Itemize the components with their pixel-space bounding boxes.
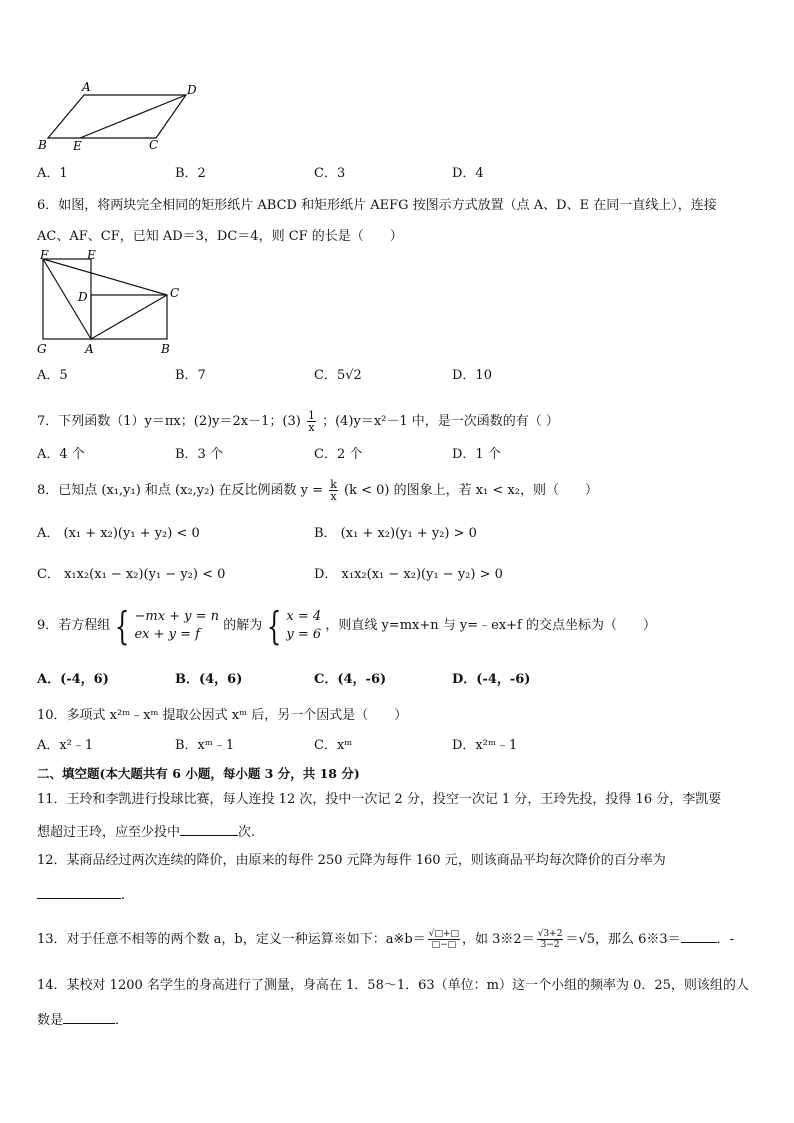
q14-line2-pre: 数是 [37, 1013, 64, 1028]
q11-stem-line2 [37, 822, 255, 841]
q13-stem-post: ＝√5，那么 6※3＝ [565, 932, 681, 947]
q9-option-d[interactable]: D．(-4，-6) [452, 672, 531, 687]
q9-sys1-row1: −mx + y = n [134, 608, 220, 624]
label-F: F [40, 249, 49, 262]
rectangles-figure [34, 249, 184, 357]
q6-option-c[interactable]: C．5√2 [314, 368, 362, 383]
q7-fraction [307, 410, 316, 433]
label-A: A [85, 342, 94, 356]
q7-option-d[interactable]: D．1 个 [452, 447, 501, 462]
q9-sys2-row1: x = 4 [286, 608, 322, 624]
q13-frac2-den: 3−2 [540, 940, 560, 950]
label-A: A [82, 80, 91, 94]
q6-stem-line2: AC、AF、CF，已知 AD＝3，DC＝4，则 CF 的长是（ ） [37, 229, 403, 244]
q10-option-c[interactable]: C．xᵐ [314, 738, 353, 753]
q6-stem-line1: 6．如图，将两块完全相同的矩形纸片 ABCD 和矩形纸片 AEFG 按图示方式放置（点 A、D、E 在同一直线上），连接 [37, 198, 717, 213]
parallelogram-figure [34, 78, 204, 152]
label-D: D [78, 290, 88, 304]
q10-stem: 10．多项式 x²ᵐ﹣xᵐ 提取公因式 xᵐ 后，另一个因式是（ ） [37, 708, 408, 723]
q9-option-b[interactable]: B．(4，6) [175, 672, 243, 687]
q5-option-c[interactable]: C．3 [314, 166, 346, 181]
q8-option-d[interactable]: D． x₁x₂(x₁ − x₂)(y₁ − y₂) > 0 [314, 567, 503, 582]
q8-option-b[interactable]: B． (x₁ + x₂)(y₁ + y₂) > 0 [314, 526, 477, 541]
q13-frac2-num: √3+2 [537, 929, 563, 939]
q10-option-b[interactable]: B．xᵐ﹣1 [175, 738, 235, 753]
q14-stem-line2 [37, 1010, 128, 1029]
q10-option-d[interactable]: D．x²ᵐ﹣1 [452, 738, 518, 753]
q10-option-a[interactable]: A．x²﹣1 [37, 738, 94, 753]
q8-frac-den: x [330, 490, 337, 503]
q7-stem-post: ；(4)y＝x²－1 中，是一次函数的有（ ） [322, 414, 559, 429]
q13-frac1-num: √□+□ [428, 929, 460, 939]
q11-stem-line1: 11．王玲和李凯进行投球比赛，每人连投 12 次，投中一次记 2 分，投空一次记 1 分，王玲先投，投得 16 分，李凯要 [37, 792, 722, 807]
q8-stem-pre: 8．已知点 (x₁,y₁) 和点 (x₂,y₂) 在反比例函数 y = [37, 483, 324, 498]
q8-stem-post: (k < 0) 的图象上，若 x₁ < x₂，则（ ） [344, 483, 598, 498]
q7-option-b[interactable]: B．3 个 [175, 447, 223, 462]
q13-fraction-def [428, 929, 460, 950]
q12-answer-blank[interactable] [37, 885, 121, 899]
q9-system-2 [286, 608, 321, 644]
q7-frac-num: 1 [307, 409, 315, 422]
q9-stem [37, 604, 656, 648]
q7-stem [37, 408, 559, 436]
q7-frac-den: x [308, 421, 315, 434]
label-E: E [73, 139, 82, 152]
label-D: D [187, 83, 197, 97]
q6-option-a[interactable]: A．5 [37, 368, 68, 383]
label-B: B [161, 342, 170, 356]
segment-AC [91, 295, 167, 339]
q14-answer-blank[interactable] [63, 1010, 115, 1024]
q6-option-d[interactable]: D．10 [452, 368, 492, 383]
q13-stem-pre: 13．对于任意不相等的两个数 a，b，定义一种运算※如下：a※b＝ [37, 932, 426, 947]
q13-answer-blank[interactable] [681, 929, 717, 943]
q13-frac1-den: □−□ [431, 940, 457, 950]
q9-option-a[interactable]: A．(-4，6) [37, 672, 109, 687]
q5-option-d[interactable]: D．4 [452, 166, 484, 181]
q8-stem [37, 476, 598, 506]
q9-sys1-row2: ex + y = f [134, 626, 200, 642]
q9-sys2-row2: y = 6 [286, 626, 322, 642]
q8-option-a[interactable]: A． (x₁ + x₂)(y₁ + y₂) < 0 [37, 526, 200, 541]
q7-stem-pre: 7．下列函数（1）y＝πx；(2)y＝2x－1；(3) [37, 414, 301, 429]
q11-answer-blank[interactable] [180, 822, 238, 836]
q9-brace-right: { [267, 603, 282, 648]
q13-stem [37, 926, 734, 954]
q14-stem-line1: 14．某校对 1200 名学生的身高进行了测量，身高在 1．58～1．63（单位：m）这一个小组的频率为 0．25，则该组的人 [37, 978, 749, 993]
q9-system-1 [134, 608, 219, 644]
q5-option-a[interactable]: A．1 [37, 166, 68, 181]
q7-option-c[interactable]: C．2 个 [314, 447, 363, 462]
section-2-title: 二、填空题(本大题共有 6 小题，每小题 3 分，共 18 分) [37, 766, 360, 781]
q9-stem-mid: 的解为 [223, 618, 263, 633]
label-C: C [149, 138, 159, 152]
q12-stem-line1: 12．某商品经过两次连续的降价，由原来的每件 250 元降为每件 160 元，则该商品平均每次降价的百分率为 [37, 853, 666, 868]
q8-fraction [329, 479, 338, 502]
q9-option-c[interactable]: C．(4，-6) [314, 672, 387, 687]
parallelogram-shape [48, 95, 186, 138]
q13-stem-mid: ，如 3※2＝ [462, 932, 535, 947]
q9-brace-left: { [115, 603, 130, 648]
label-C: C [170, 286, 180, 300]
q9-stem-pre: 9．若方程组 [37, 618, 111, 633]
q12-stem-line2 [37, 885, 125, 904]
q11-line2-pre: 想超过王玲，应至少投中 [37, 825, 181, 840]
label-E: E [87, 249, 96, 262]
label-G: G [37, 342, 47, 356]
q8-option-c[interactable]: C． x₁x₂(x₁ − x₂)(y₁ − y₂) < 0 [37, 567, 226, 582]
q12-line2-post: . [121, 888, 126, 903]
q6-option-b[interactable]: B．7 [175, 368, 206, 383]
segment-DE [80, 95, 186, 138]
q5-option-b[interactable]: B．2 [175, 166, 206, 181]
q8-frac-num: k [330, 478, 337, 491]
q11-line2-post: 次. [238, 825, 256, 840]
q13-tail: ．‐ [716, 932, 735, 947]
q14-line2-post: ． [115, 1013, 129, 1028]
q9-stem-post: ，则直线 y=mx+n 与 y=﹣ex+f 的交点坐标为（ ） [325, 618, 656, 633]
q13-fraction-example [537, 929, 564, 950]
q7-option-a[interactable]: A．4 个 [37, 447, 85, 462]
label-B: B [38, 138, 47, 152]
